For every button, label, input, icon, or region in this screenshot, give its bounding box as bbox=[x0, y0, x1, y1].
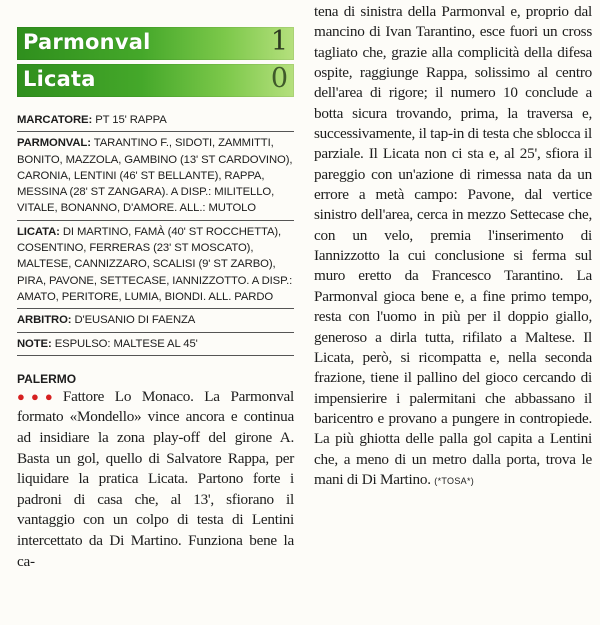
parmonval-label: PARMONVAL: bbox=[17, 137, 91, 150]
right-column bbox=[314, 2, 592, 617]
parmonval-lineup bbox=[17, 132, 294, 220]
marcatore-text: PT 15' RAPPA bbox=[95, 114, 167, 126]
note-text: ESPULSO: MALTESE AL 45' bbox=[54, 337, 198, 350]
arbitro-section bbox=[17, 309, 294, 332]
bullet-dots-icon: ●●● bbox=[17, 388, 59, 404]
scoreboard-home bbox=[17, 27, 294, 60]
article-body-left bbox=[17, 387, 294, 572]
left-column bbox=[17, 27, 294, 617]
article-text-left: Fattore Lo Monaco. La Parmonval formato «Mondello» vince ancora e continua ad insidiare la zona play-off del girone A. Basta un gol, quello di Salvatore Rappa, per liquidare la pratica Licata. Partono forte i padroni di casa che, al 13', sfiorano il vantaggio con un colpo di testa di Lentini intercettato da Di Martino. Funziona bene la ca- bbox=[17, 387, 294, 570]
arbitro-label: ARBITRO: bbox=[17, 314, 72, 327]
article-body-right bbox=[314, 2, 592, 491]
licata-label: LICATA: bbox=[17, 225, 60, 238]
home-team-name: Parmonval bbox=[23, 30, 151, 54]
marcatore-label: MARCATORE: bbox=[17, 114, 93, 126]
article-text-right: tena di sinistra della Parmonval e, proprio dal mancino di Ivan Tarantino, esce fuori un cross tagliato che, grazie alla complicità della difesa ospite, raggiunge Rappa, solissimo al centro dell'area di rigore; il numero 10 conclude a botta sicura trovando, prima, la traversa e, successivamente, il tap-in di testa che sblocca il parziale. Il Licata non ci sta e, al 25', sfiora il pareggio con un'azione di rimessa nata da un errore a metà campo: Pavone, dal vertice sinistro dell'area, cerca in mezzo Settecase che, con un velo, premia l'inserimento di Iannizzotto la cui conclusione si ferma sul muro eretto da Francesco Tarantino. La Parmonval gioca bene e, a fine primo tempo, resta con l'uomo in più per il doppio giallo, generoso a dirla tutta, rifilato a Maltese. Il Licata, però, si ricompatta e, nella seconda frazione, tiene il pallino del gioco cercando di impensierire i palermitani che abbassano il baricentro e provano a pungere in contropiede. La più ghiotta delle palla gol capita a Lentini che, a meno di un metro dalla porta, trova le mani di Di Martino. bbox=[314, 3, 592, 488]
away-team-name: Licata bbox=[23, 67, 96, 91]
licata-text: DI MARTINO, FAMÀ (40' ST ROCCHETTA), COSENTINO, FERRERAS (23' ST MOSCATO), MALTESE, CANNIZZARO, SCALISI (9' ST ZARBO), PIRA, PAVONE, SETTECASE, IANNIZZOTTO. A DISP.: AMATO, PERITORE, LUMIA, BIONDI. ALL. PARDO bbox=[17, 225, 293, 303]
marcatore-section bbox=[17, 109, 294, 132]
article-dateline: PALERMO bbox=[17, 371, 77, 386]
note-section bbox=[17, 333, 294, 356]
home-team-score: 1 bbox=[270, 26, 288, 57]
away-team-score: 0 bbox=[270, 63, 288, 94]
parmonval-text: TARANTINO F., SIDOTI, ZAMMITTI, BONITO, MAZZOLA, GAMBINO (13' ST CARDOVINO), CARONIA, LENTINI (46' ST BELLANTE), RAPPA, MESSINA (28' ST ZANGARA). A DISP.: MILITELLO, VITALE, BONANNO, D'AMORE. ALL.: MUTOLO bbox=[17, 137, 293, 215]
arbitro-text: D'EUSANIO DI FAENZA bbox=[74, 314, 196, 327]
author-signature: (*TOSA*) bbox=[434, 475, 475, 486]
scoreboard-away bbox=[17, 64, 294, 97]
note-label: NOTE: bbox=[17, 337, 52, 350]
licata-lineup bbox=[17, 221, 294, 309]
